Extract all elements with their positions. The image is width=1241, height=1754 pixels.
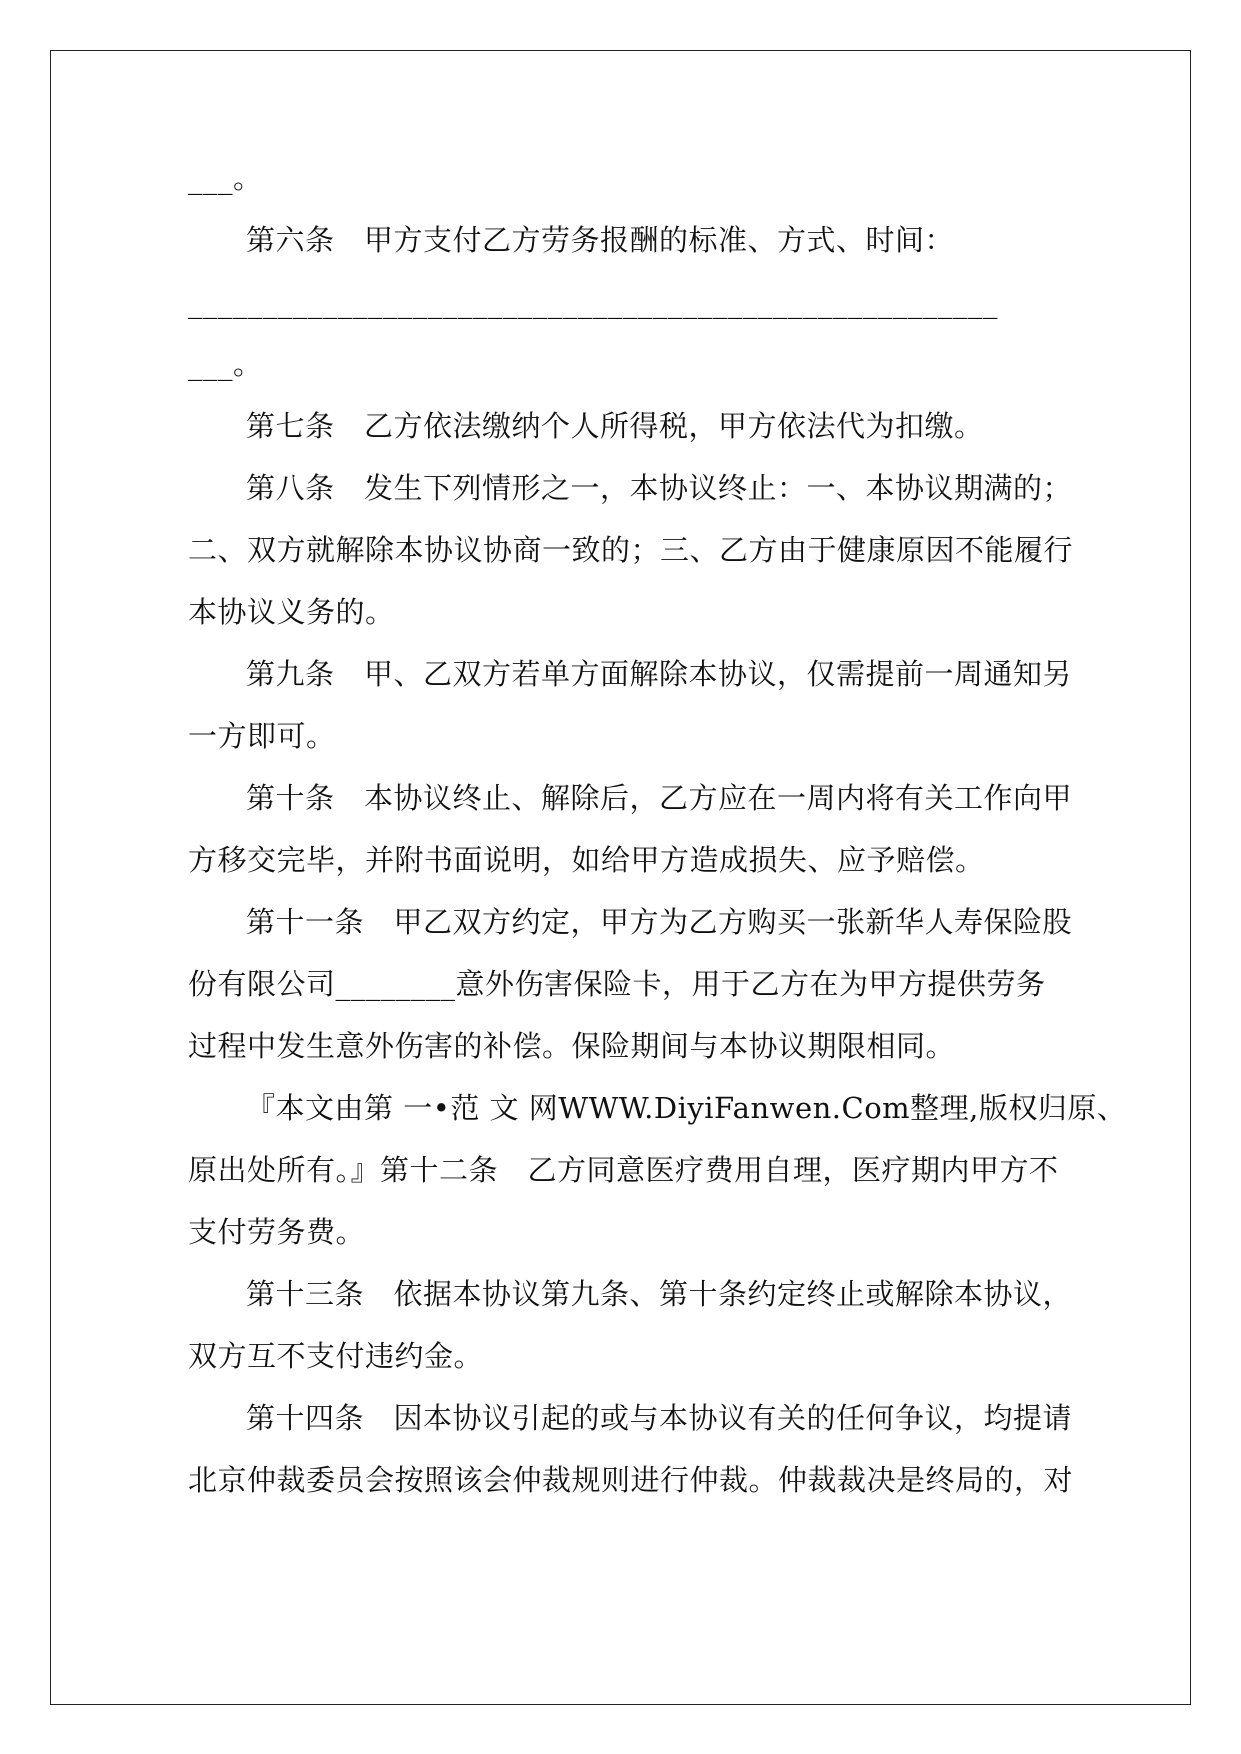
text-line: 双方互不支付违约金。 [188, 1339, 484, 1373]
text-line: ___。 [188, 347, 263, 381]
source-notice: 『本文由第 一•范 文 网WWW.DiyiFanwen.Com整理,版权归原、 [246, 1091, 1127, 1125]
article-11: 第十一条 甲乙双方约定，甲方为乙方购买一张新华人寿保险股 [246, 905, 1073, 939]
article-9: 第九条 甲、乙双方若单方面解除本协议，仅需提前一周通知另 [246, 657, 1073, 691]
text-line: ___。 [188, 161, 263, 195]
article-6-heading: 第六条 甲方支付乙方劳务报酬的标准、方式、时间： [246, 223, 955, 257]
text-line: 过程中发生意外伤害的补偿。保险期间与本协议期限相同。 [188, 1029, 956, 1063]
text-line: 本协议义务的。 [188, 595, 395, 629]
article-13: 第十三条 依据本协议第九条、第十条约定终止或解除本协议， [246, 1277, 1073, 1311]
blank-fill-line: ______________________________________________________ [188, 285, 998, 319]
article-12: 原出处所有。』第十二条 乙方同意医疗费用自理，医疗期内甲方不 [188, 1153, 1059, 1187]
text-line: 份有限公司________意外伤害保险卡，用于乙方在为甲方提供劳务 [188, 967, 1046, 1001]
article-10: 第十条 本协议终止、解除后，乙方应在一周内将有关工作向甲 [246, 781, 1073, 815]
text-line: 二、双方就解除本协议协商一致的；三、乙方由于健康原因不能履行 [188, 533, 1074, 567]
article-7: 第七条 乙方依法缴纳个人所得税，甲方依法代为扣缴。 [246, 409, 984, 443]
text-line: 支付劳务费。 [188, 1215, 366, 1249]
text-line: 一方即可。 [188, 719, 336, 753]
article-8: 第八条 发生下列情形之一，本协议终止：一、本协议期满的； [246, 471, 1073, 505]
text-line: 方移交完毕，并附书面说明，如给甲方造成损失、应予赔偿。 [188, 843, 985, 877]
text-line: 北京仲裁委员会按照该会仲裁规则进行仲裁。仲裁裁决是终局的，对 [188, 1463, 1074, 1497]
article-14: 第十四条 因本协议引起的或与本协议有关的任何争议，均提请 [246, 1401, 1073, 1435]
